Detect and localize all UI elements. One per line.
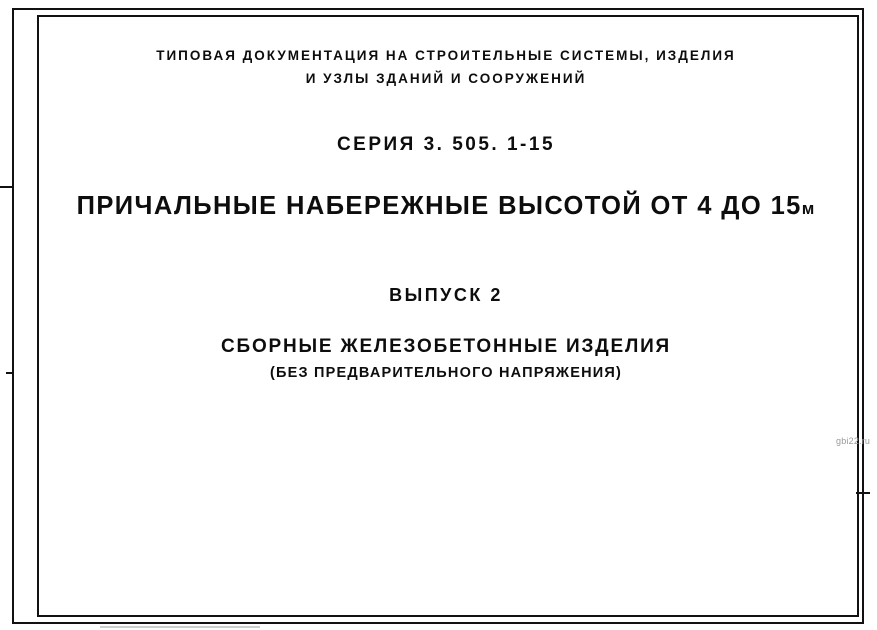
header-line-1: ТИПОВАЯ ДОКУМЕНТАЦИЯ НА СТРОИТЕЛЬНЫЕ СИСТЕМЫ, ИЗДЕЛИЯ	[156, 48, 736, 63]
page-title-text: ПРИЧАЛЬНЫЕ НАБЕРЕЖНЫЕ ВЫСОТОЙ ОТ 4 ДО 15	[76, 192, 802, 220]
title-page-content	[39, 17, 853, 611]
scan-artifact-right-tick	[862, 466, 864, 494]
subtitle: СБОРНЫЕ ЖЕЛЕЗОБЕТОННЫЕ ИЗДЕЛИЯ	[220, 336, 672, 357]
scan-artifact-bottom-tick	[100, 626, 260, 628]
scan-artifact-left-tick	[0, 186, 14, 188]
subtitle-note: (БЕЗ ПРЕДВАРИТЕЛЬНОГО НАПРЯЖЕНИЯ)	[269, 365, 623, 381]
page-title-unit: м	[801, 199, 816, 218]
issue-number: ВЫПУСК 2	[389, 285, 503, 305]
scan-artifact-left-tick-2	[6, 372, 14, 374]
series-number: СЕРИЯ 3. 505. 1-15	[336, 134, 556, 155]
header-line-2: И УЗЛЫ ЗДАНИЙ И СООРУЖЕНИЙ	[305, 71, 587, 86]
scan-artifact-right-tick-2	[856, 492, 870, 494]
watermark: gbi22.ru	[836, 436, 871, 446]
header-block	[39, 17, 853, 90]
page-title	[39, 192, 853, 221]
